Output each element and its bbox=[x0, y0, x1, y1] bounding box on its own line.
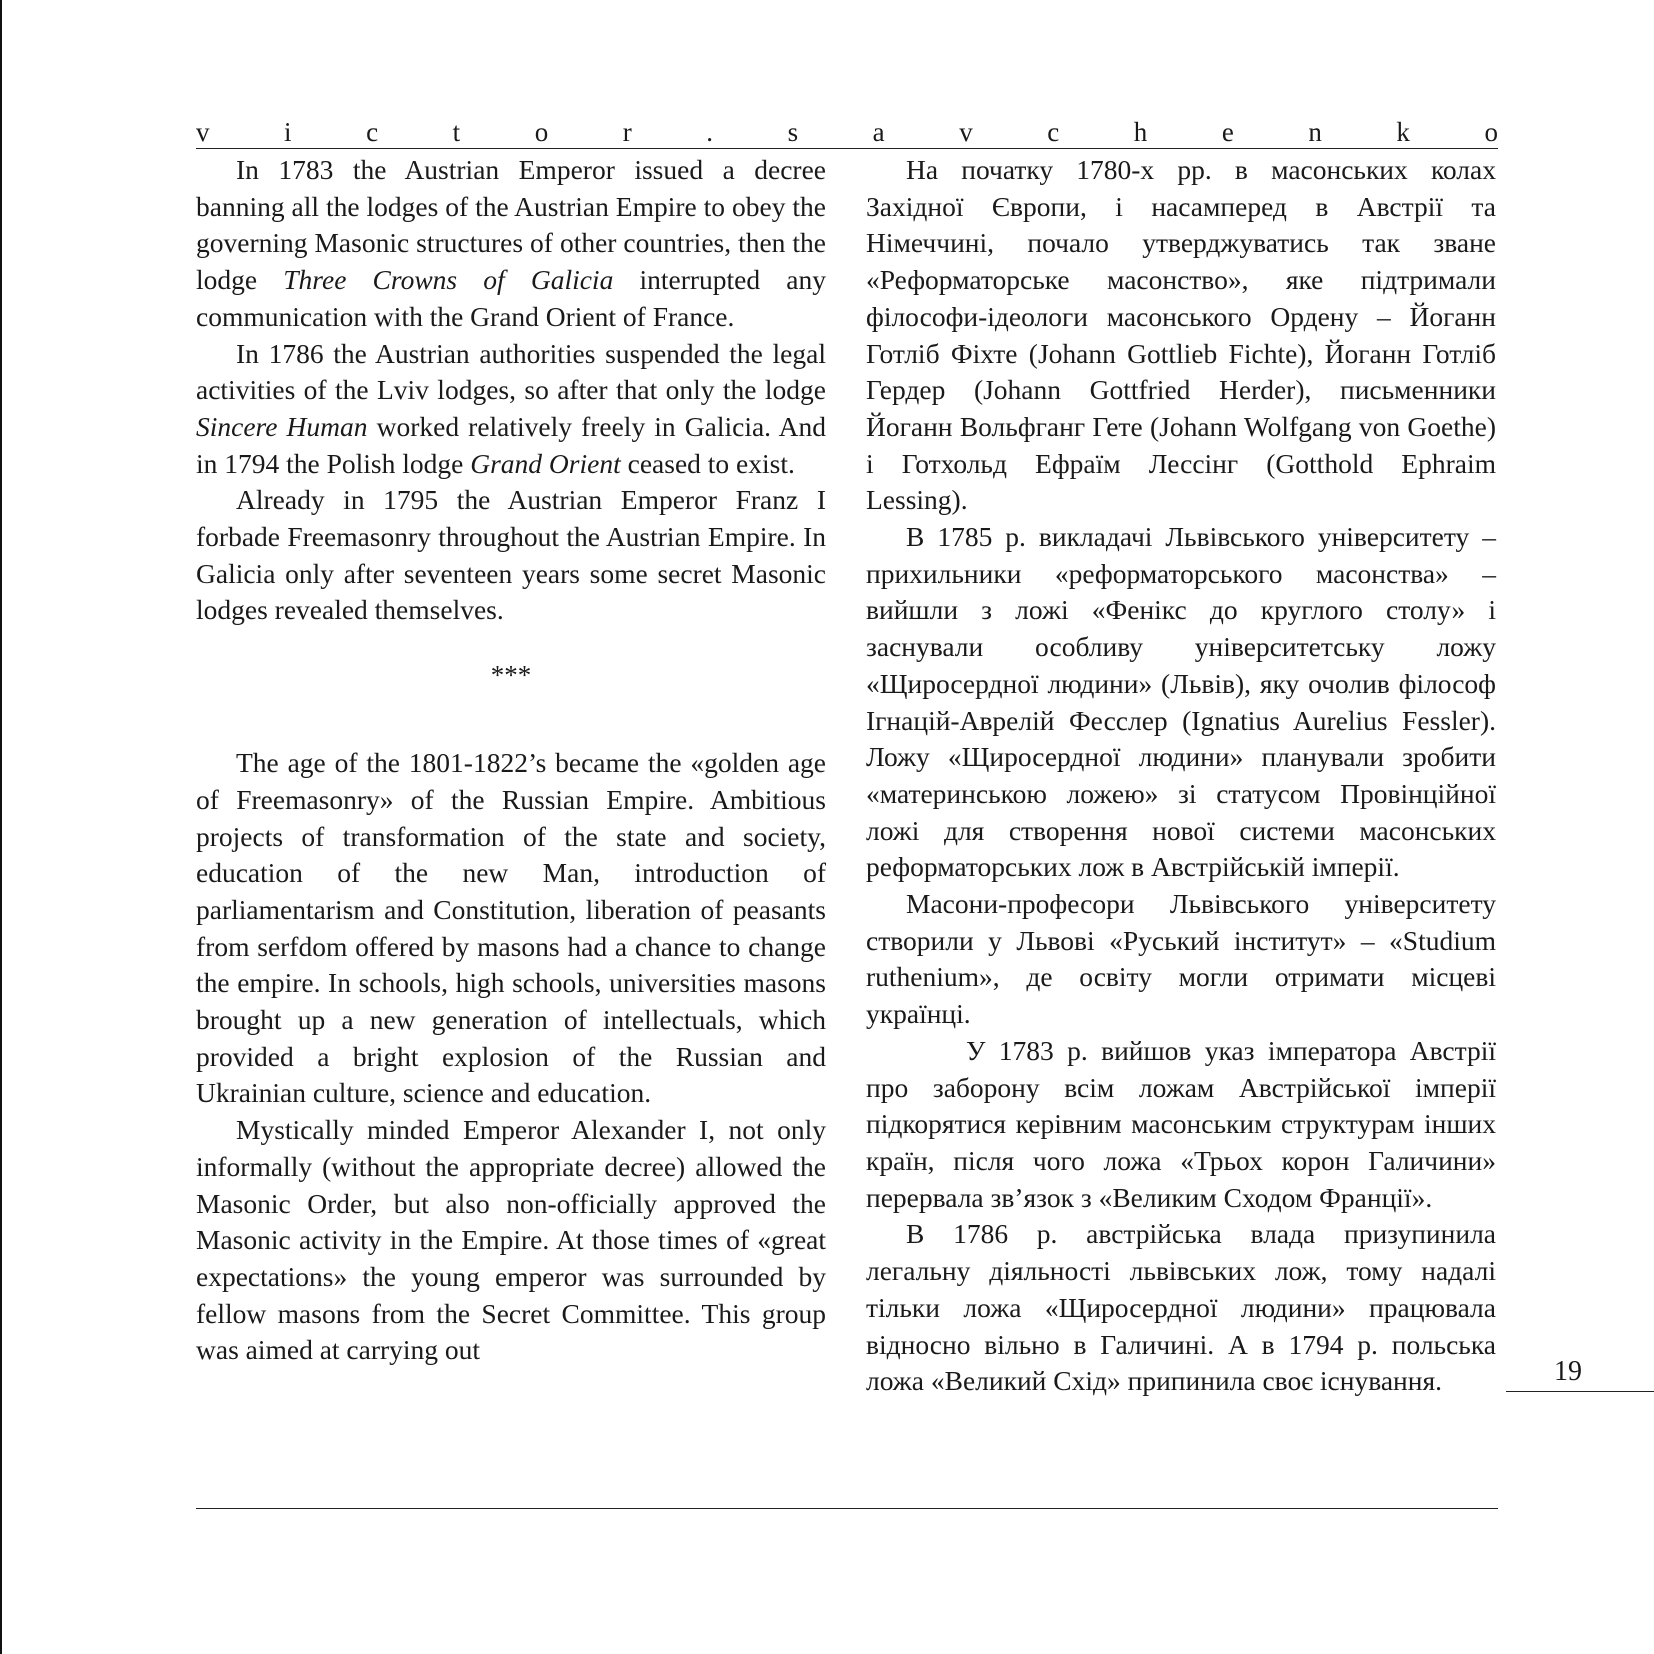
paragraph bbox=[196, 336, 826, 483]
header-letter: o bbox=[534, 117, 549, 147]
header-letter: h bbox=[1133, 117, 1148, 147]
section-separator: *** bbox=[490, 660, 532, 691]
header-letter: v bbox=[196, 117, 210, 147]
paragraph-text: In 1783 the Austrian Emperor issued a decree banning all the lodges of the Austrian Empire to obey the governing Masonic structures of other countries, then the lodge bbox=[196, 154, 826, 296]
paragraph: На початку 1780-х рр. в масонських колах Західної Європи, і насамперед в Австрії та Німеччині, почало утверджуватись так зване «Реформаторське масонство», яке підтримали філософи-ідеологи масонського Ордену – Йоганн Готліб Фіхте (Johann Gottlieb Fichte), Йоганн Готліб Гердер (Johann Gottfried Herder), письменники Йоганн Вольфганг Гете (Johann Wolfgang von Goethe) і Готхольд Ефраїм Лессінг (Gotthold Ephraim Lessing). bbox=[866, 154, 1496, 516]
paragraph-text: worked relatively freely in Galicia. And in 1794 the Polish lodge bbox=[196, 410, 826, 479]
english-column bbox=[196, 152, 826, 1369]
lodge-name: Three Crowns of Galicia bbox=[283, 264, 614, 296]
header-letter: a bbox=[872, 117, 885, 147]
paragraph-text: interrupted any communication with the Grand Orient of France. bbox=[196, 264, 826, 332]
header-letter: e bbox=[1221, 117, 1234, 147]
header-letter: o bbox=[1484, 117, 1498, 147]
paragraph: The age of the 1801-1822’s became the «golden age of Freemasonry» of the Russian Empire. Ambitious projects of transformation of the state and society, education of the new Man, introduction of parliamentarism and Constitution, liberation of peasants from serfdom offered by masons had a chance to change the empire. In schools, high schools, universities masons brought up a new generation of intellectuals, which provided a bright explosion of the Russian and Ukrainian culture, science and education. bbox=[196, 747, 826, 1109]
paragraph-text: ceased to exist. bbox=[620, 447, 795, 479]
header-letter: c bbox=[1047, 117, 1060, 147]
page-edge-line bbox=[0, 0, 2, 1654]
header-letter: . bbox=[706, 117, 714, 147]
page-number-rule bbox=[1506, 1391, 1654, 1392]
header-rule bbox=[196, 148, 1498, 149]
running-header bbox=[196, 112, 1498, 146]
paragraph: В 1785 р. викладачі Львівського університету – прихильники «реформаторського масонства» – вийшли з ложі «Фенікс до круглого столу» і заснували особливу університетську ложу «Щиросердної людини» (Львів), яку очолив філософ Ігнацій-Аврелій Фесслер (Ignatius Aurelius Fessler). Ложу «Щиросердної людини» планували зробити «материнською ложею» зі статусом Провінційної ложі для створення нової системи масонських реформаторських лож в Австрійській імперії. bbox=[866, 521, 1496, 883]
header-letter: k bbox=[1396, 117, 1410, 147]
header-letter: r bbox=[622, 117, 632, 147]
paragraph bbox=[196, 152, 826, 336]
paragraph: Already in 1795 the Austrian Emperor Franz I forbade Freemasonry throughout the Austrian Empire. In Galicia only after seventeen years some secret Masonic lodges revealed themselves. bbox=[196, 484, 826, 626]
header-letter: n bbox=[1308, 117, 1322, 147]
lodge-name: Grand Orient bbox=[470, 447, 621, 479]
header-letter: t bbox=[452, 117, 461, 147]
header-letter: v bbox=[959, 117, 973, 147]
header-letter: i bbox=[284, 117, 292, 147]
footer-rule bbox=[196, 1508, 1498, 1509]
ukrainian-column bbox=[866, 152, 1496, 1400]
paragraph-text: In 1786 the Austrian authorities suspended the legal activities of the Lviv lodges, so after that only the lodge bbox=[196, 337, 826, 406]
lodge-name: Sincere Human bbox=[196, 410, 368, 442]
header-letter: s bbox=[787, 117, 799, 147]
page-number: 19 bbox=[1554, 1356, 1582, 1387]
header-letter: c bbox=[366, 117, 379, 147]
paragraph: В 1786 р. австрійська влада призупинила легальну діяльності львівських лож, тому надалі тільки ложа «Щиросердної людини» працювала відносно вільно в Галичині. А в 1794 р. польська ложа «Великий Схід» припинила своє існування. bbox=[866, 1218, 1496, 1397]
paragraph: Масони-професори Львівського університету створили у Львові «Руський інститут» – «Studium ruthenium», де освіту могли отримати місцеві українці. bbox=[866, 888, 1496, 1030]
paragraph: Mystically minded Emperor Alexander I, not only informally (without the appropriate decree) allowed the Masonic Order, but also non-officially approved the Masonic activity in the Empire. At those times of «great expectations» the young emperor was surrounded by fellow masons from the Secret Committee. This group was aimed at carrying out bbox=[196, 1114, 826, 1366]
paragraph: У 1783 р. вийшов указ імператора Австрії про заборону всім ложам Австрійської імперії підкорятися керівним масонським структурам інших країн, після чого ложа «Трьох корон Галичини» перервала зв’язок з «Великим Сходом Франції». bbox=[866, 1034, 1496, 1213]
